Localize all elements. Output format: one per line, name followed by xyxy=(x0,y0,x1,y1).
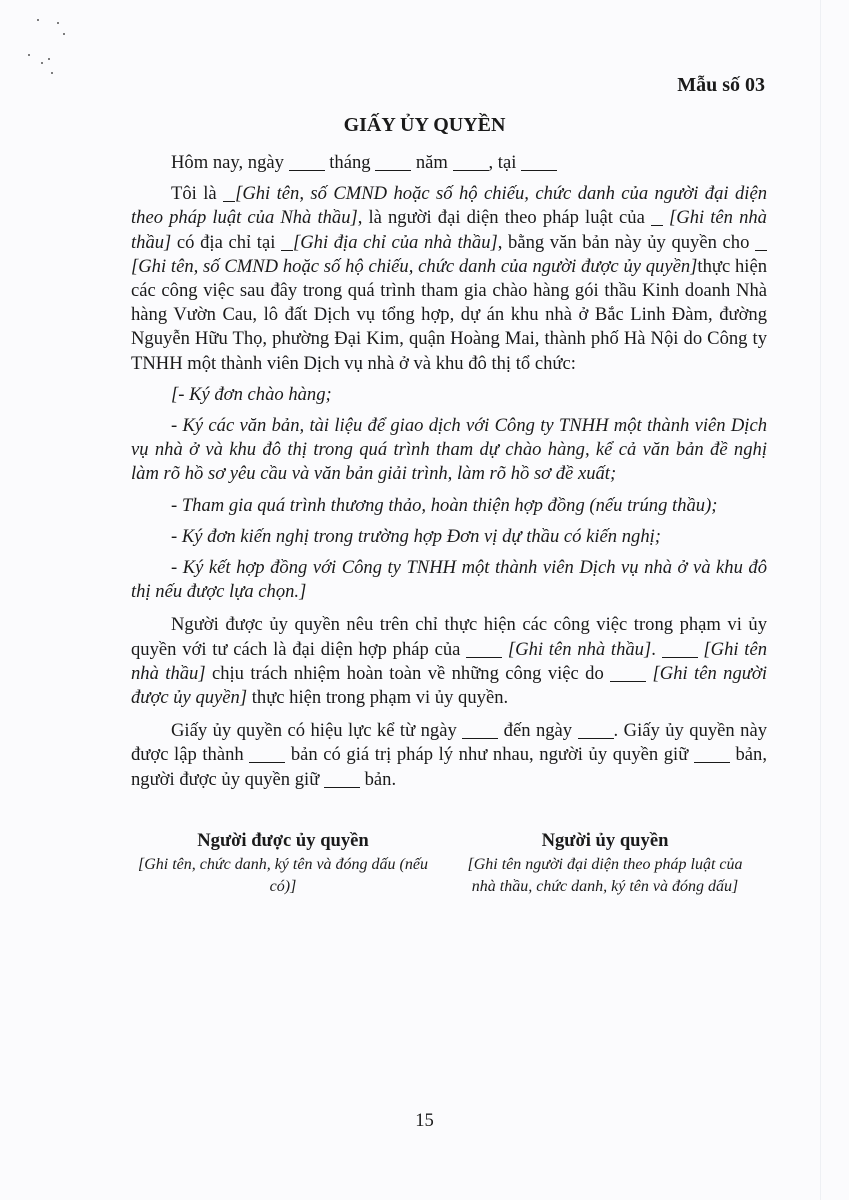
scope-paragraph: Người được ủy quyền nêu trên chỉ thực hiện các công việc trong phạm vi ủy quyền với tư cách là đại diện hợp pháp của [Ghi tên nhà thầu]. [Ghi tên nhà thầu] chịu trách nhiệm hoàn toàn về những công việc do [Ghi tên người được ủy quyền] thực hiện trong phạm vi ủy quyền. xyxy=(131,614,768,709)
blank-contractor-2[interactable] xyxy=(466,638,502,658)
blank-authorized-2[interactable] xyxy=(610,662,646,682)
blank-authorizer-copies[interactable] xyxy=(694,744,730,764)
signature-note: [Ghi tên, chức danh, ký tên và đóng dấu (nếu có)] xyxy=(138,856,428,895)
blank-contractor-3[interactable] xyxy=(662,638,698,658)
page-number: 15 xyxy=(415,1110,434,1131)
task-item: [- Ký đơn chào hàng; xyxy=(171,383,332,405)
scan-speck xyxy=(57,22,59,24)
blank-copies[interactable] xyxy=(249,744,285,764)
task-item: - Tham gia quá trình thương thảo, hoàn thiện hợp đồng (nếu trúng thầu); xyxy=(171,494,718,516)
form-number: Mẫu số 03 xyxy=(677,74,765,96)
blank-address[interactable] xyxy=(281,231,293,251)
scan-speck xyxy=(41,62,43,64)
task-item: - Ký đơn kiến nghị trong trường hợp Đơn vị dự thầu có kiến nghị; xyxy=(171,525,661,547)
signature-authorizer xyxy=(455,828,755,898)
blank-year[interactable] xyxy=(453,151,489,171)
signature-note: [Ghi tên người đại diện theo pháp luật của nhà thầu, chức danh, ký tên và đóng dấu] xyxy=(467,856,743,895)
task-item: - Ký kết hợp đồng với Công ty TNHH một thành viên Dịch vụ nhà ở và khu đô thị nếu được lựa chọn.] xyxy=(131,557,767,603)
document-body xyxy=(131,151,767,792)
signature-heading: Người được ủy quyền xyxy=(197,830,369,851)
blank-day[interactable] xyxy=(289,151,325,171)
scan-speck xyxy=(51,72,53,74)
scan-speck xyxy=(63,33,65,35)
scan-speck xyxy=(48,58,50,60)
scan-speck xyxy=(37,19,39,21)
document-title: GIẤY ỦY QUYỀN xyxy=(343,114,506,136)
blank-month[interactable] xyxy=(375,151,411,171)
task-item: - Ký các văn bản, tài liệu để giao dịch với Công ty TNHH một thành viên Dịch vụ nhà ở và khu đô thị trong quá trình tham dự chào hàng, kể cả văn bản đề nghị làm rõ hồ sơ yêu cầu và văn bản giải trình, làm rõ hồ sơ đề xuất; xyxy=(131,415,767,485)
date-line: Hôm nay, ngày tháng năm , tại xyxy=(131,151,767,175)
signature-heading: Người ủy quyền xyxy=(541,830,669,851)
signature-authorized xyxy=(133,828,433,898)
blank-authorized-copies[interactable] xyxy=(324,768,360,788)
blank-authorizer[interactable] xyxy=(223,183,235,203)
blank-place[interactable] xyxy=(521,151,557,171)
authorizer-paragraph: Tôi là [Ghi tên, số CMND hoặc số hộ chiếu, chức danh của người đại diện theo pháp luật của Nhà thầu], là người đại diện theo pháp luật của [Ghi tên nhà thầu] có địa chỉ tại [Ghi địa chỉ của nhà thầu], bằng văn bản này ủy quyền cho [Ghi tên, số CMND hoặc số hộ chiếu, chức danh của người được ủy quyền]thực hiện các công việc sau đây trong quá trình tham gia chào hàng gói thầu Kinh doanh Nhà hàng Vườn Cau, lô đất Dịch vụ tổng hợp, dự án khu nhà ở Bắc Linh Đàm, đường Nguyễn Hữu Thọ, phường Đại Kim, quận Hoàng Mai, thành phố Hà Nội do Công ty TNHH một thành viên Dịch vụ nhà ở và khu đô thị tổ chức: xyxy=(131,183,767,374)
blank-from-date[interactable] xyxy=(462,720,498,740)
blank-authorized[interactable] xyxy=(755,231,767,251)
scan-speck xyxy=(28,54,30,56)
blank-to-date[interactable] xyxy=(578,720,614,740)
validity-paragraph: Giấy ủy quyền có hiệu lực kể từ ngày đến ngày . Giấy ủy quyền này được lập thành bản có giá trị pháp lý như nhau, người ủy quyền giữ bản, người được ủy quyền giữ bản. xyxy=(131,720,768,790)
scan-edge xyxy=(820,0,821,1200)
blank-contractor[interactable] xyxy=(651,207,663,227)
